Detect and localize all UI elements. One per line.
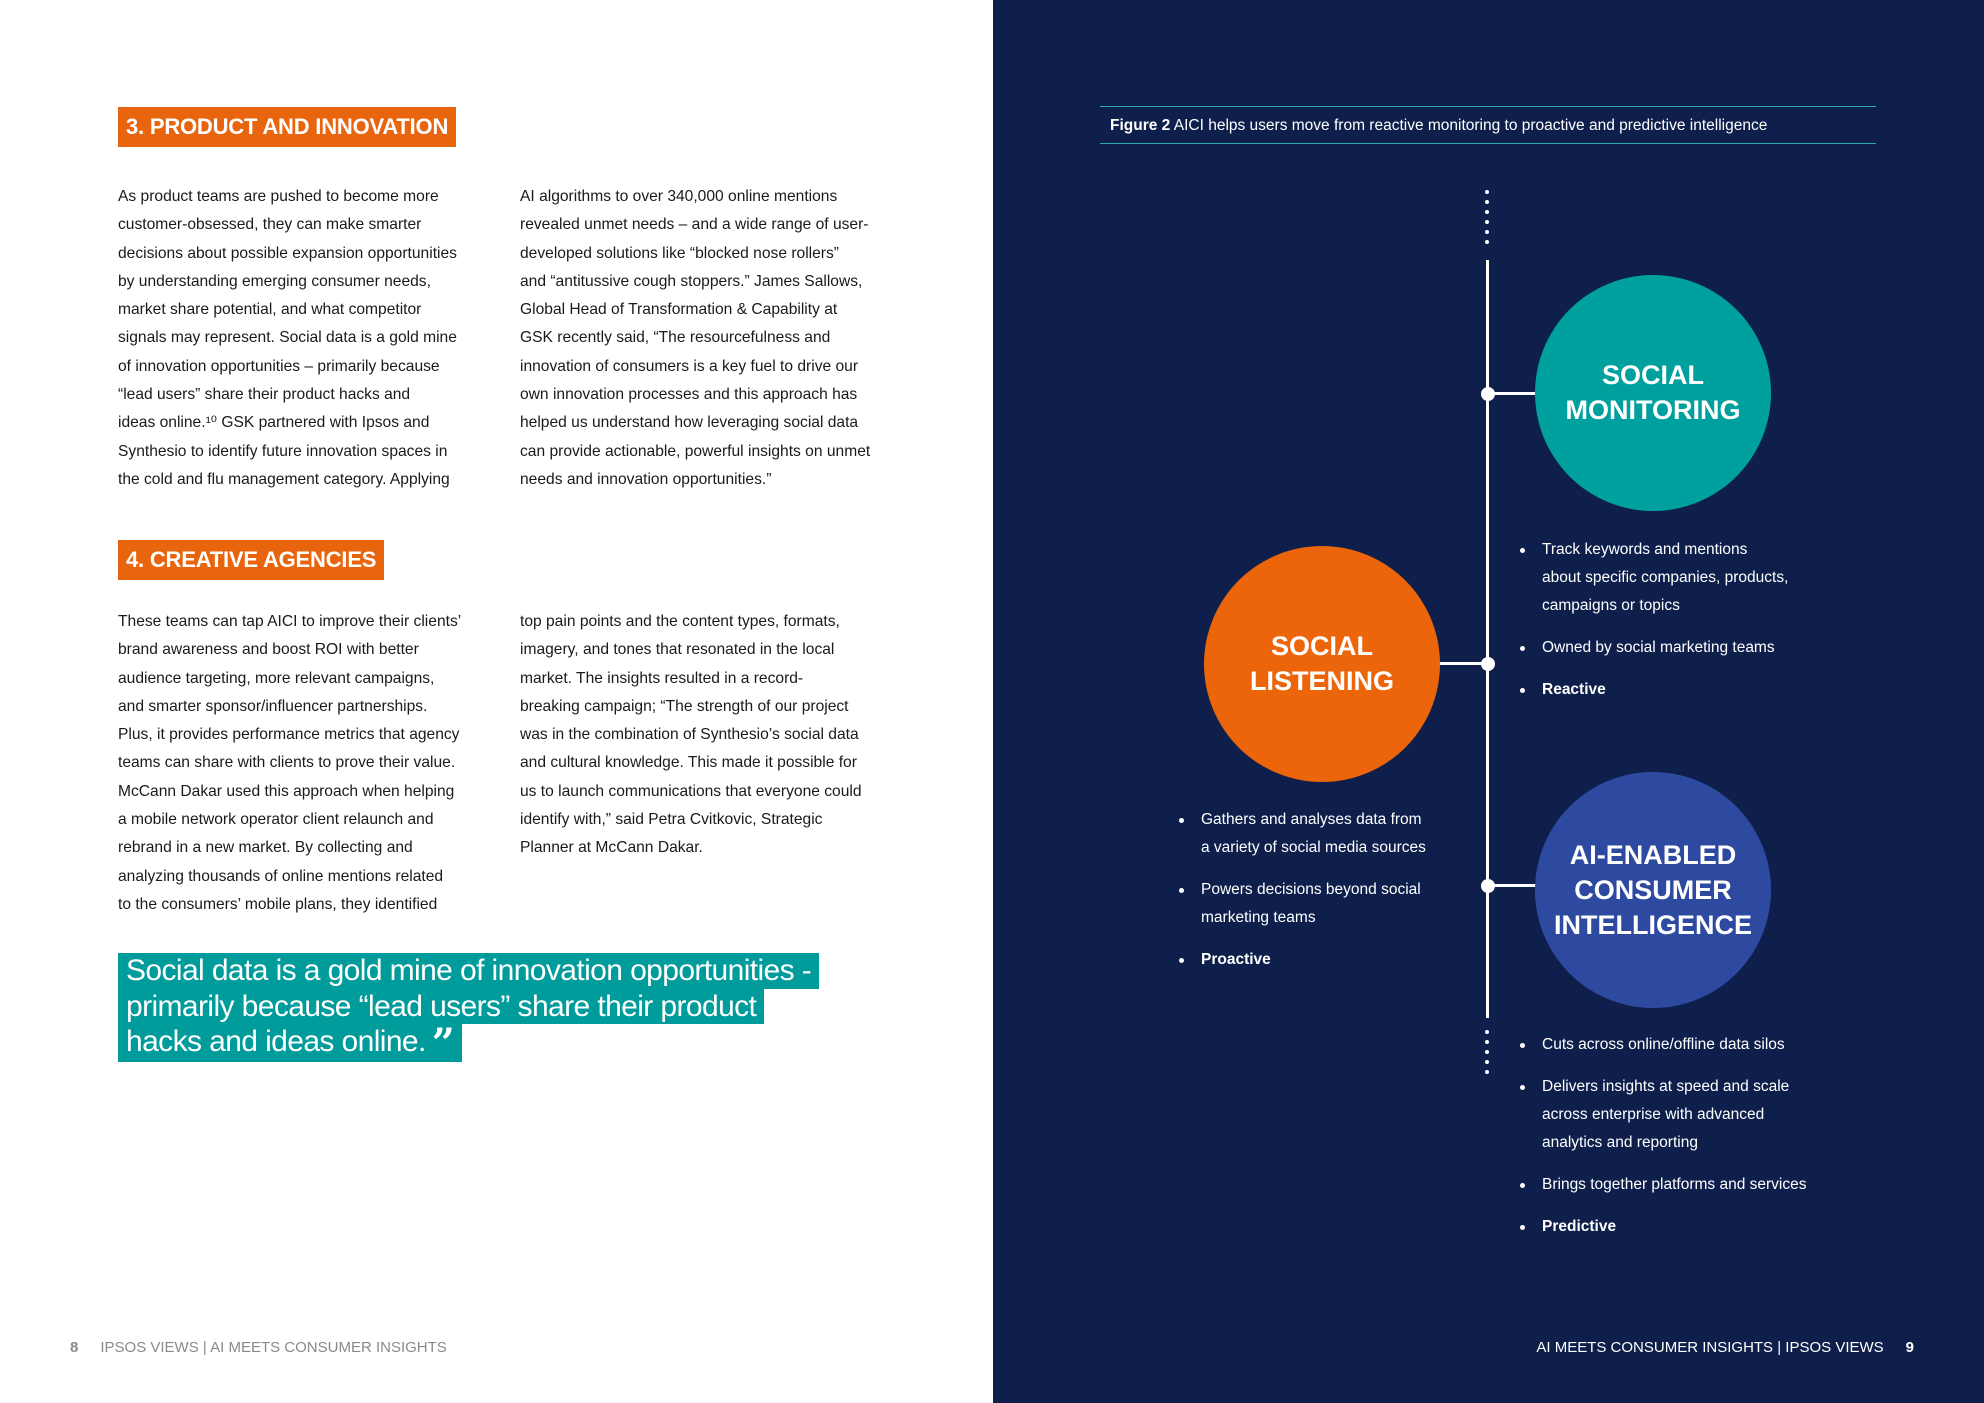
connector-listening (1440, 662, 1488, 665)
bullet-item: Delivers insights at speed and scale across enterprise with advanced analytics and reporting (1518, 1073, 1858, 1157)
aici-circle (1535, 772, 1771, 1008)
connector-aici (1488, 884, 1536, 887)
pull-quote-text: hacks and ideas online. (126, 1025, 426, 1058)
social-listening-circle (1204, 546, 1440, 782)
bullet-item: Owned by social marketing teams (1518, 634, 1858, 662)
timeline-dots-bottom (1485, 1030, 1490, 1080)
bullet-item: Track keywords and mentions about specific companies, products, campaigns or topics (1518, 536, 1858, 620)
bullet-item-tag: Predictive (1518, 1213, 1858, 1241)
section-heading-creative-agencies: 4. CREATIVE AGENCIES (118, 540, 384, 580)
timeline-line (1486, 260, 1489, 1018)
pull-quote-line: primarily because “lead users” share their product (118, 989, 764, 1025)
figure-caption (1100, 106, 1876, 144)
bullet-item: Cuts across online/offline data silos (1518, 1031, 1858, 1059)
footer-left-text: IPSOS VIEWS | AI MEETS CONSUMER INSIGHTS (100, 1339, 447, 1356)
footer-right-text: AI MEETS CONSUMER INSIGHTS | IPSOS VIEWS (1536, 1339, 1884, 1356)
connector-monitoring (1488, 392, 1536, 395)
bullet-item-tag: Proactive (1177, 946, 1477, 974)
footer-left (70, 1339, 447, 1356)
pull-quote-line: Social data is a gold mine of innovation opportunities - (118, 953, 819, 989)
monitoring-bullets (1518, 536, 1858, 718)
footer-right (1536, 1339, 1914, 1356)
product-innovation-column-1: As product teams are pushed to become more customer-obsessed, they can make smarter decisions about possible expansion opportunities by understanding emerging consumer needs, market share potential, and what competitor signals may represent. Social data is a gold mine of innovation opportunities – primarily because “lead users” share their product hacks and ideas online.¹⁰ GSK partnered with Ipsos and Synthesio to identify future innovation spaces in the cold and flu management category. Applying (118, 188, 457, 488)
page-number-right: 9 (1905, 1339, 1914, 1356)
bullet-item: Powers decisions beyond social marketing teams (1177, 876, 1477, 932)
page-number-left: 8 (70, 1339, 79, 1356)
social-listening-title: SOCIAL LISTENING (1249, 631, 1394, 696)
listening-bullets (1177, 806, 1477, 988)
bullet-item-tag: Reactive (1518, 676, 1858, 704)
product-innovation-column-2: AI algorithms to over 340,000 online mentions revealed unmet needs – and a wide range of user- developed solutions like “blocked nose rollers” and “antitussive cough stoppers.” James Sallows, Global Head of Transformation & Capability at GSK recently said, “The resourcefulness and innovation of consumers is a key fuel to drive our own innovation processes and this approach has helped us understand how leveraging social data can provide actionable, powerful insights on unmet needs and innovation opportunities.” (520, 188, 871, 488)
aici-title: AI-ENABLED CONSUMER INTELLIGENCE (1553, 839, 1752, 940)
timeline-dots-top (1485, 190, 1490, 250)
figure-label: Figure 2 (1110, 117, 1171, 134)
aici-bullets (1518, 1031, 1858, 1255)
pull-quote-line (118, 1020, 462, 1067)
section-heading-product-innovation: 3. PRODUCT AND INNOVATION (118, 107, 456, 147)
quote-mark-icon: ” (431, 1020, 455, 1067)
creative-agencies-column-2: top pain points and the content types, formats, imagery, and tones that resonated in the local market. The insights resulted in a record- breaking campaign; “The strength of our project was in the combination of Synthesio’s social data and cultural knowledge. This made it possible for us to launch communications that everyone could identify with,” said Petra Cvitkovic, Strategic Planner at McCann Dakar. (520, 613, 862, 857)
bullet-item: Brings together platforms and services (1518, 1171, 1858, 1199)
social-monitoring-title: SOCIAL MONITORING (1565, 360, 1741, 425)
figure-caption-text: AICI helps users move from reactive monitoring to proactive and predictive intelligence (1173, 117, 1768, 134)
pull-quote (118, 953, 878, 1067)
creative-agencies-column-1: These teams can tap AICI to improve their clients’ brand awareness and boost ROI with better audience targeting, more relevant campaigns, and smarter sponsor/influencer partnerships. Plus, it provides performance metrics that agency teams can share with clients to prove their value. McCann Dakar used this approach when helping a mobile network operator client relaunch and rebrand in a new market. By collecting and analyzing thousands of online mentions related to the consumers’ mobile plans, they identified (118, 613, 462, 913)
social-monitoring-circle (1535, 275, 1771, 511)
bullet-item: Gathers and analyses data from a variety of social media sources (1177, 806, 1477, 862)
